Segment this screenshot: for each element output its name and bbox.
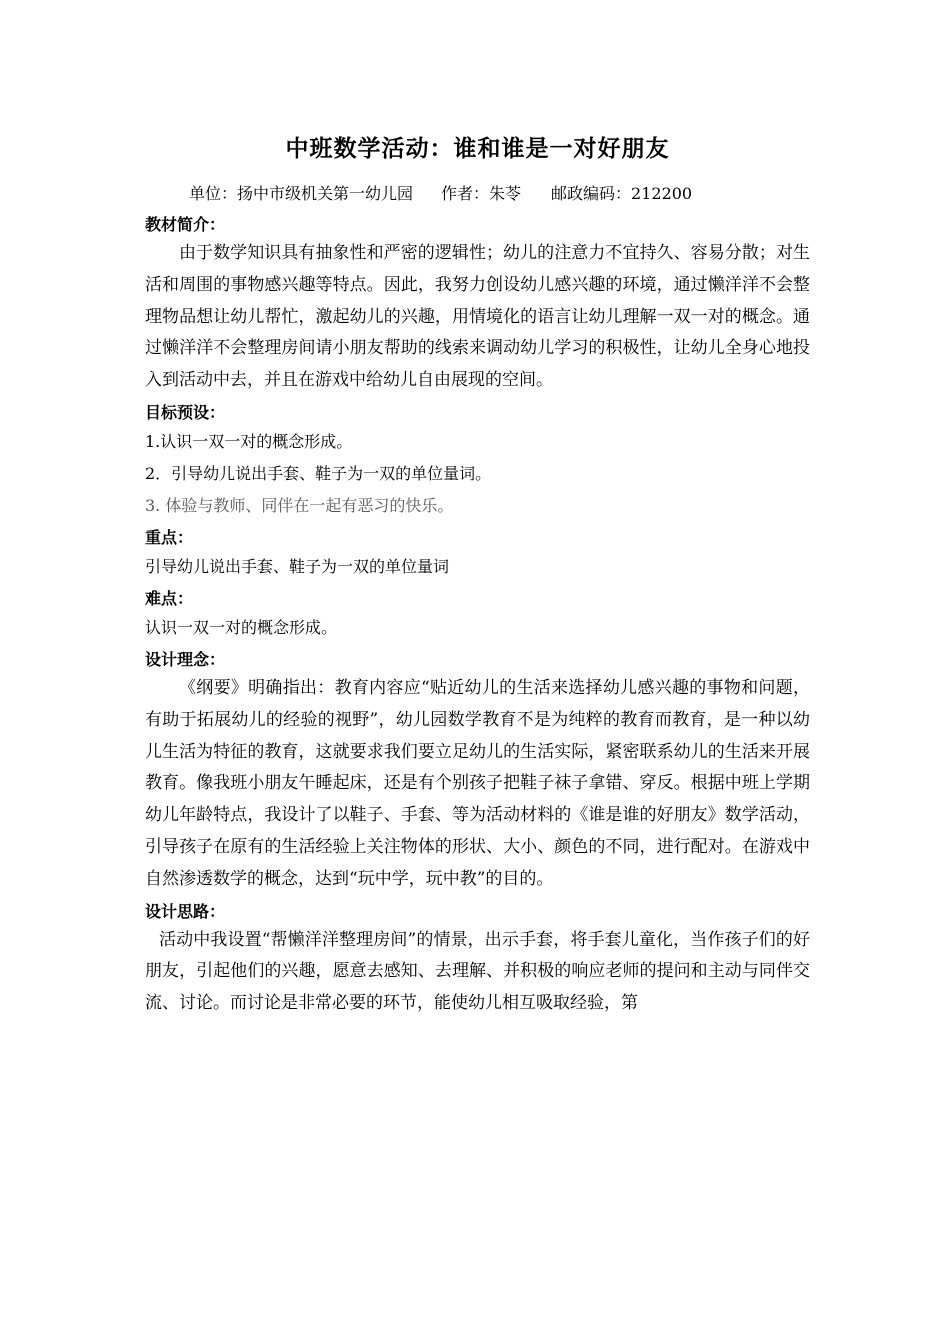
- section-heading-key: 重点：: [145, 527, 194, 547]
- section-text-key: 引导幼儿说出手套、鞋子为一双的单位量词: [145, 556, 450, 576]
- section-text-intro: 由于数学知识具有抽象性和严密的逻辑性；幼儿的注意力不宜持久、容易分散；对生活和周围的事物感兴趣等特点。因此，我努力创设幼儿感兴趣的环境，通过懒洋洋不会整理物品想让幼儿帮忙，激起幼儿的兴趣，用情境化的语言让幼儿理解一双一对的概念。通过懒洋洋不会整理房间请小朋友帮助的线索来调动幼儿学习的积极性，让幼儿全身心地投入到活动中去，并且在游戏中给幼儿自由展现的空间。: [145, 243, 810, 391]
- goal-item-2: 2．引导幼儿说出手套、鞋子为一双的单位量词。: [145, 463, 492, 483]
- section-heading-idea: 设计思路：: [145, 901, 226, 921]
- section-heading-goals: 目标预设：: [145, 402, 226, 422]
- meta-postcode: 邮政编码：212200: [551, 184, 693, 203]
- section-heading-difficulty: 难点：: [145, 588, 194, 608]
- section-text-difficulty: 认识一双一对的概念形成。: [145, 617, 338, 637]
- section-text-idea: 活动中我设置“帮懒洋洋整理房间”的情景，出示手套，将手套儿童化，当作孩子们的好朋友，引起他们的兴趣，愿意去感知、去理解、并积极的响应老师的提问和主动与同伴交流、讨论。而讨论是非常必要的环节，能使幼儿相互吸取经验，第: [145, 929, 810, 1014]
- meta-unit: 单位：扬中市级机关第一幼儿园: [189, 184, 414, 203]
- document-meta: [189, 184, 810, 204]
- meta-author: 作者：朱苓: [441, 184, 522, 203]
- goal-item-3: 3. 体验与教师、同伴在一起有恶习的快乐。: [145, 495, 454, 515]
- document-title: 中班数学活动：谁和谁是一对好朋友: [285, 135, 670, 162]
- section-text-concept: 《纲要》明确指出：教育内容应“贴近幼儿的生活来选择幼儿感兴趣的事物和问题，有助于拓展幼儿的经验的视野”，幼儿园数学教育不是为纯粹的教育而教育，是一种以幼儿生活为特征的教育，这就要求我们要立足幼儿的生活实际，紧密联系幼儿的生活来开展教育。像我班小朋友午睡起床，还是有个别孩子把鞋子袜子拿错、穿反。根据中班上学期幼儿年龄特点，我设计了以鞋子、手套、等为活动材料的《谁是谁的好朋友》数学活动，引导孩子在原有的生活经验上关注物体的形状、大小、颜色的不同，进行配对。在游戏中自然渗透数学的概念，达到“玩中学，玩中教”的目的。: [145, 677, 810, 889]
- document-page: [145, 132, 810, 1020]
- goal-item-1: 1.认识一双一对的概念形成。: [145, 431, 353, 451]
- section-heading-intro: 教材简介：: [145, 215, 226, 234]
- section-heading-concept: 设计理念：: [145, 649, 226, 669]
